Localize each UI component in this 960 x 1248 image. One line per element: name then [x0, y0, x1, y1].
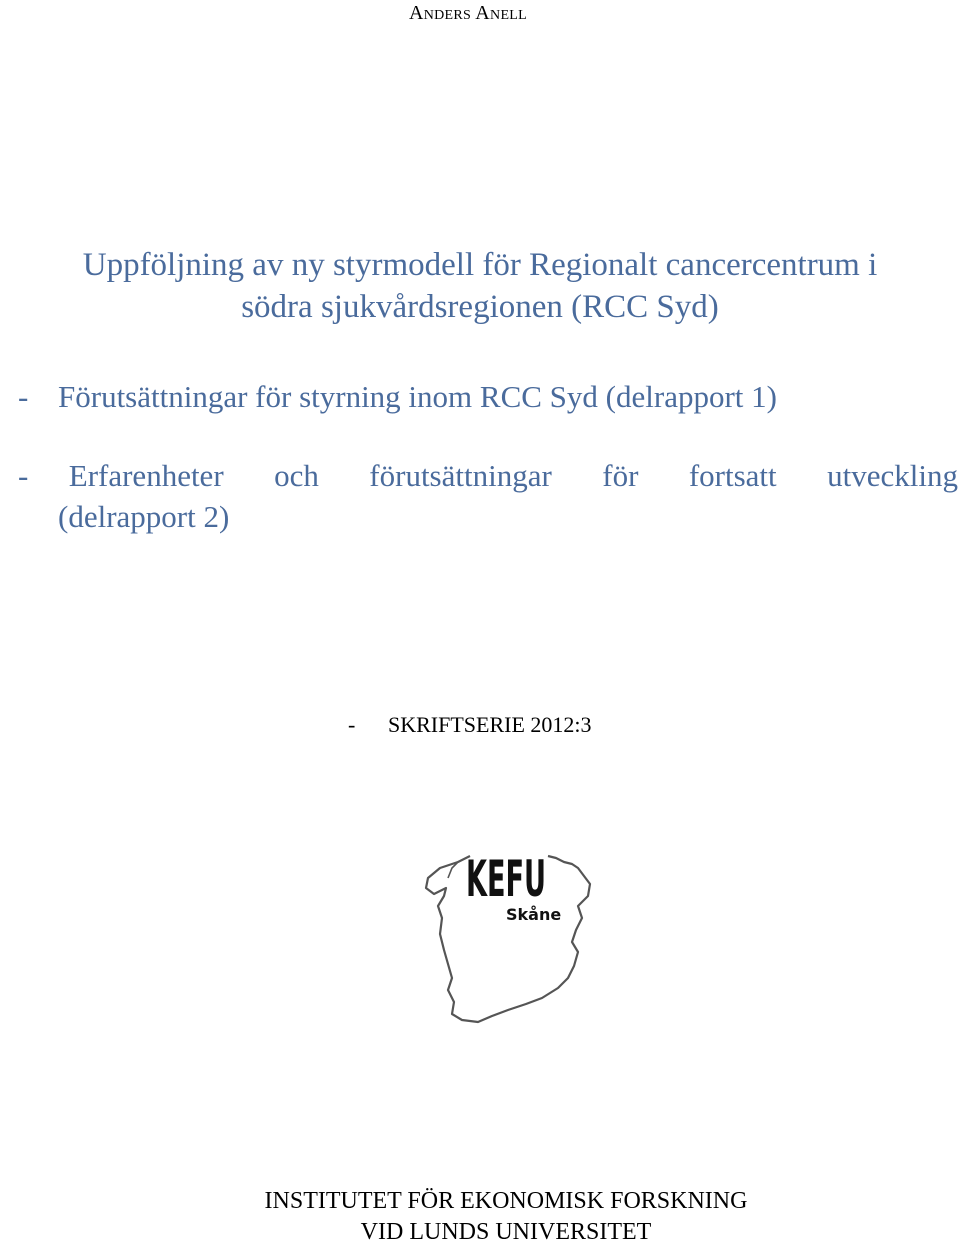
subtitle-2-dash: -	[18, 458, 29, 493]
subtitle-1-dash: -	[18, 379, 29, 414]
report-title	[0, 244, 960, 328]
series-dash: -	[348, 712, 356, 737]
subtitle-2-word: förutsättningar	[369, 458, 552, 493]
subtitle-2-word: utveckling	[827, 458, 958, 493]
subtitle-2	[18, 455, 958, 537]
institute-line-1: INSTITUTET FÖR EKONOMISK FORSKNING	[264, 1188, 748, 1214]
subtitle-1-text: Förutsättningar för styrning inom RCC Syd (delrapport 1)	[58, 379, 777, 414]
author-name: Anders Anell	[408, 2, 528, 24]
subtitle-2-word: Erfarenheter	[68, 458, 224, 493]
kefu-logo	[418, 838, 608, 1028]
institute-name	[0, 1186, 960, 1248]
subtitle-2-word: och	[274, 458, 319, 493]
subtitle-2-word: fortsatt	[688, 458, 777, 493]
subtitle-1	[18, 376, 958, 417]
title-line-1: Uppföljning av ny styrmodell för Regionalt cancercentrum i	[82, 247, 878, 283]
subtitle-2-word: för	[602, 458, 639, 493]
title-line-2: södra sjukvårdsregionen (RCC Syd)	[241, 289, 719, 325]
subtitle-2-line-1	[18, 455, 958, 496]
skane-map-icon	[418, 838, 608, 1028]
logo-kefu-text: KEFU	[466, 850, 546, 908]
subtitle-2-continuation: (delrapport 2)	[58, 499, 230, 534]
series-label	[348, 712, 592, 738]
series-text: SKRIFTSERIE 2012:3	[388, 712, 592, 737]
institute-line-2: VID LUNDS UNIVERSITET	[360, 1219, 652, 1245]
logo-region-text: Skåne	[506, 905, 562, 924]
